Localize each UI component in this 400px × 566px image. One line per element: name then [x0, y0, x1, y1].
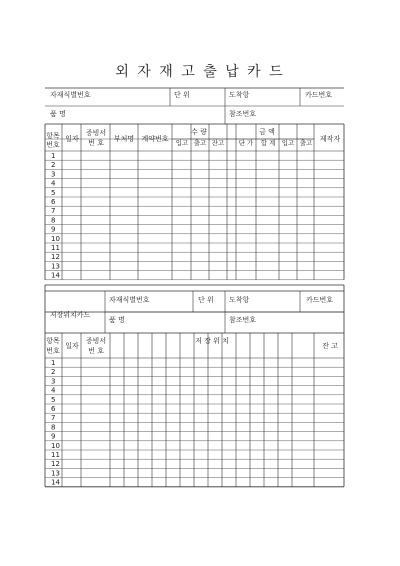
ledger-row-number: 13	[51, 262, 60, 271]
ledger-row-number: 12	[51, 253, 60, 262]
amount-header: 금 액	[259, 128, 275, 136]
storage-row-number: 14	[51, 478, 60, 487]
storage-row-number: 9	[51, 432, 56, 441]
ledger-row-number: 1	[51, 152, 56, 160]
storage-row-number: 1	[51, 359, 56, 367]
storage-reference-number-label: 참조번호	[229, 316, 257, 324]
storage-row-number: 5	[51, 395, 56, 404]
storage-row-number: 13	[51, 469, 60, 478]
storage-voucher-header-2: 번 호	[88, 347, 104, 355]
storage-row-number: 12	[51, 460, 60, 469]
storage-row-number: 11	[51, 451, 60, 459]
storage-item-name-label: 품 명	[109, 316, 125, 324]
voucher-header-2: 번 호	[88, 139, 104, 147]
storage-row-number: 7	[51, 414, 56, 423]
amount-in-header: 입고	[281, 139, 295, 147]
ledger-row-number: 4	[51, 179, 56, 188]
qty-balance-header: 잔고	[211, 139, 225, 147]
item-name-label: 품 명	[50, 110, 66, 118]
storage-row-number: 4	[51, 386, 56, 395]
qty-out-header: 출고	[193, 139, 207, 147]
ledger-row-number: 5	[51, 188, 56, 197]
unit-price-header: 단 가	[238, 139, 254, 147]
total-header: 합 계	[260, 139, 276, 147]
storage-date-header: 일자	[65, 342, 79, 350]
ledger-row-number: 10	[51, 234, 60, 243]
ledger-row-number: 9	[51, 225, 56, 234]
quantity-header: 수 량	[191, 128, 207, 136]
ledger-row-number: 11	[51, 244, 60, 252]
storage-item-no-header-2: 번호	[46, 347, 60, 355]
storage-row-number: 8	[51, 423, 56, 432]
ledger-row-number: 7	[51, 207, 56, 216]
item-no-header-1: 항목	[46, 132, 60, 140]
storage-row-number: 6	[51, 405, 56, 413]
dept-header: 부처명	[113, 135, 135, 143]
amount-out-header: 출고	[299, 139, 313, 147]
maker-header: 제작자	[319, 135, 341, 143]
storage-voucher-header-1: 증빙서	[85, 337, 107, 345]
ledger-row-number: 6	[51, 198, 56, 206]
contract-header: 계약번호	[141, 135, 169, 143]
item-no-header-2: 번호	[46, 141, 60, 149]
arrival-port-label: 도착항	[229, 91, 250, 99]
qty-in-header: 입고	[175, 139, 189, 147]
storage-card-number-label: 카드번호	[306, 296, 334, 304]
voucher-header-1: 증빙서	[85, 129, 107, 137]
date-header: 일자	[65, 135, 79, 143]
storage-item-no-header-1: 항목	[46, 337, 60, 345]
storage-arrival-port-label: 도착항	[229, 296, 250, 304]
unit-label: 단 위	[174, 91, 190, 99]
ledger-row-number: 8	[51, 216, 56, 225]
form-title: 외 자 재 고 출 납 카 드	[115, 64, 285, 80]
storage-balance-header: 잔 고	[322, 342, 338, 350]
storage-location-header: 저 장 위 치	[195, 337, 229, 345]
storage-card-label: 저장위치카드	[49, 311, 91, 319]
storage-row-number: 10	[51, 441, 60, 450]
ledger-row-number: 3	[51, 170, 56, 179]
ledger-row-number: 14	[51, 271, 60, 280]
storage-material-id-label: 자재식별번호	[109, 296, 150, 304]
storage-row-number: 3	[51, 377, 56, 386]
storage-unit-label: 단 위	[198, 296, 214, 304]
storage-row-number: 2	[51, 368, 56, 377]
ledger-row-number: 2	[51, 161, 56, 170]
reference-number-label: 참조번호	[229, 110, 257, 118]
card-number-label: 카드번호	[305, 91, 333, 99]
material-id-label: 자재식별번호	[50, 91, 91, 99]
